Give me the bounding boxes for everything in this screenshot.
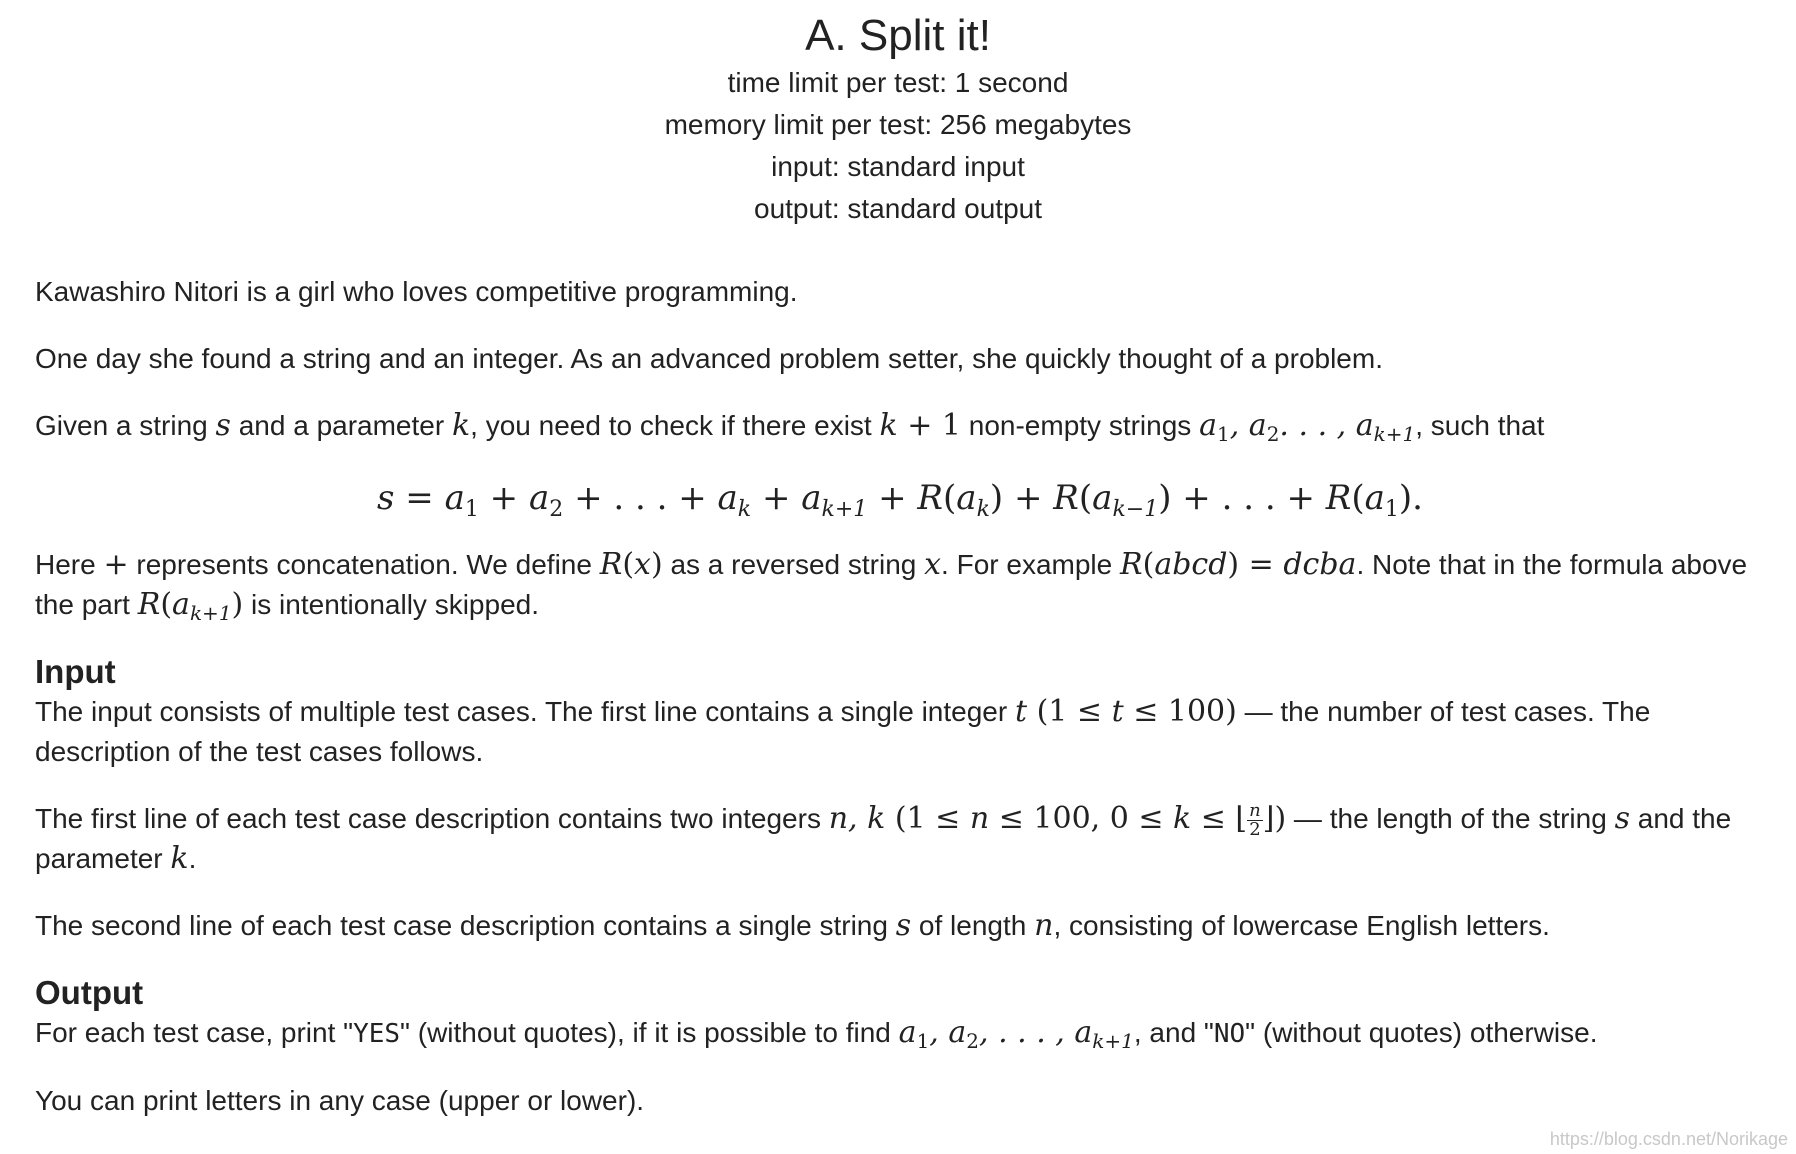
math-a-sequence-2: $a_1$, $a_2$, . . . , $a_{k+1}$	[898, 1015, 1134, 1053]
math-r-ak1: $R(a_{k+1})$	[137, 587, 244, 625]
math-r-x: R(x)	[599, 547, 663, 582]
math-n: n	[1034, 908, 1054, 943]
no-literal: NO	[1213, 1019, 1246, 1049]
math-s: s	[215, 408, 231, 443]
input-paragraph-1: The input consists of multiple test cases. The first line contains a single integer t (1 ≤ t ≤ 100) — the number of test cases. The description of the test cases follows.	[35, 694, 1651, 767]
statement-paragraph-1: Kawashiro Nitori is a girl who loves competitive programming.	[35, 276, 798, 307]
output-spec: output: standard output	[754, 193, 1042, 224]
math-k-2: k	[170, 841, 189, 876]
math-k-plus-1: k + 1	[879, 408, 961, 443]
input-paragraph-3: The second line of each test case description contains a single string s of length n, consisting of lowercase English letters.	[35, 908, 1550, 943]
math-t-range: t (1 ≤ t ≤ 100)	[1014, 694, 1237, 729]
main-formula: $s = a_1 + a_2$ + . . . + $a_k + a_{k+1} + R(a_k) + R(a_{k-1})$ + . . . + $R(a_1)$.	[377, 478, 1423, 522]
math-s-3: s	[895, 908, 912, 943]
input-paragraph-2: The first line of each test case description contains two integers n, k (1 ≤ n ≤ 100, 0 ≤ k ≤ ⌊ $\frac{n}{2}$ ⌋) — the length of the string s and the parameter k.	[35, 799, 1732, 876]
memory-limit: memory limit per test: 256 megabytes	[664, 109, 1132, 140]
watermark: https://blog.csdn.net/Norikage	[1549, 1129, 1788, 1149]
input-heading: Input	[35, 653, 116, 690]
output-heading: Output	[35, 974, 144, 1011]
statement-paragraph-2: One day she found a string and an integer. As an advanced problem setter, she quickly thought of a problem.	[35, 343, 1383, 374]
time-limit: time limit per test: 1 second	[727, 67, 1069, 98]
yes-literal: YES	[353, 1019, 401, 1049]
math-x: x	[924, 547, 942, 582]
math-example: R(abcd) = dcba	[1120, 547, 1357, 582]
problem-header	[0, 10, 1796, 230]
math-k: k	[451, 408, 471, 443]
input-spec: input: standard input	[771, 151, 1025, 182]
problem-statement	[35, 272, 1765, 1148]
math-plus: +	[103, 547, 129, 582]
output-paragraph-2: You can print letters in any case (upper or lower).	[35, 1085, 645, 1116]
math-s-2: s	[1614, 801, 1630, 836]
math-n-k-range: n, k (1 ≤ n ≤ 100, 0 ≤ k ≤ ⌊ $\frac{n}{2}$ ⌋)	[828, 799, 1287, 840]
math-a-sequence: $a_1$, $a_2$. . . , $a_{k+1}$	[1199, 408, 1416, 446]
output-paragraph-1: For each test case, print "YES" (without quotes), if it is possible to find $a_1$, $a_2$, . . . , $a_{k+1}$, and "NO" (without quotes) otherwise.	[35, 1015, 1598, 1053]
statement-paragraph-4: Here + represents concatenation. We define R(x) as a reversed string x. For example R(abcd) = dcba. Note that in the formula above the part $R(a_{k+1})$ is intentionally skipped.	[35, 547, 1748, 625]
problem-title: A. Split it!	[805, 11, 991, 60]
statement-paragraph-3: Given a string s and a parameter k, you need to check if there exist k + 1 non-empty strings $a_1$, $a_2$. . . , $a_{k+1}$, such that	[35, 408, 1545, 446]
